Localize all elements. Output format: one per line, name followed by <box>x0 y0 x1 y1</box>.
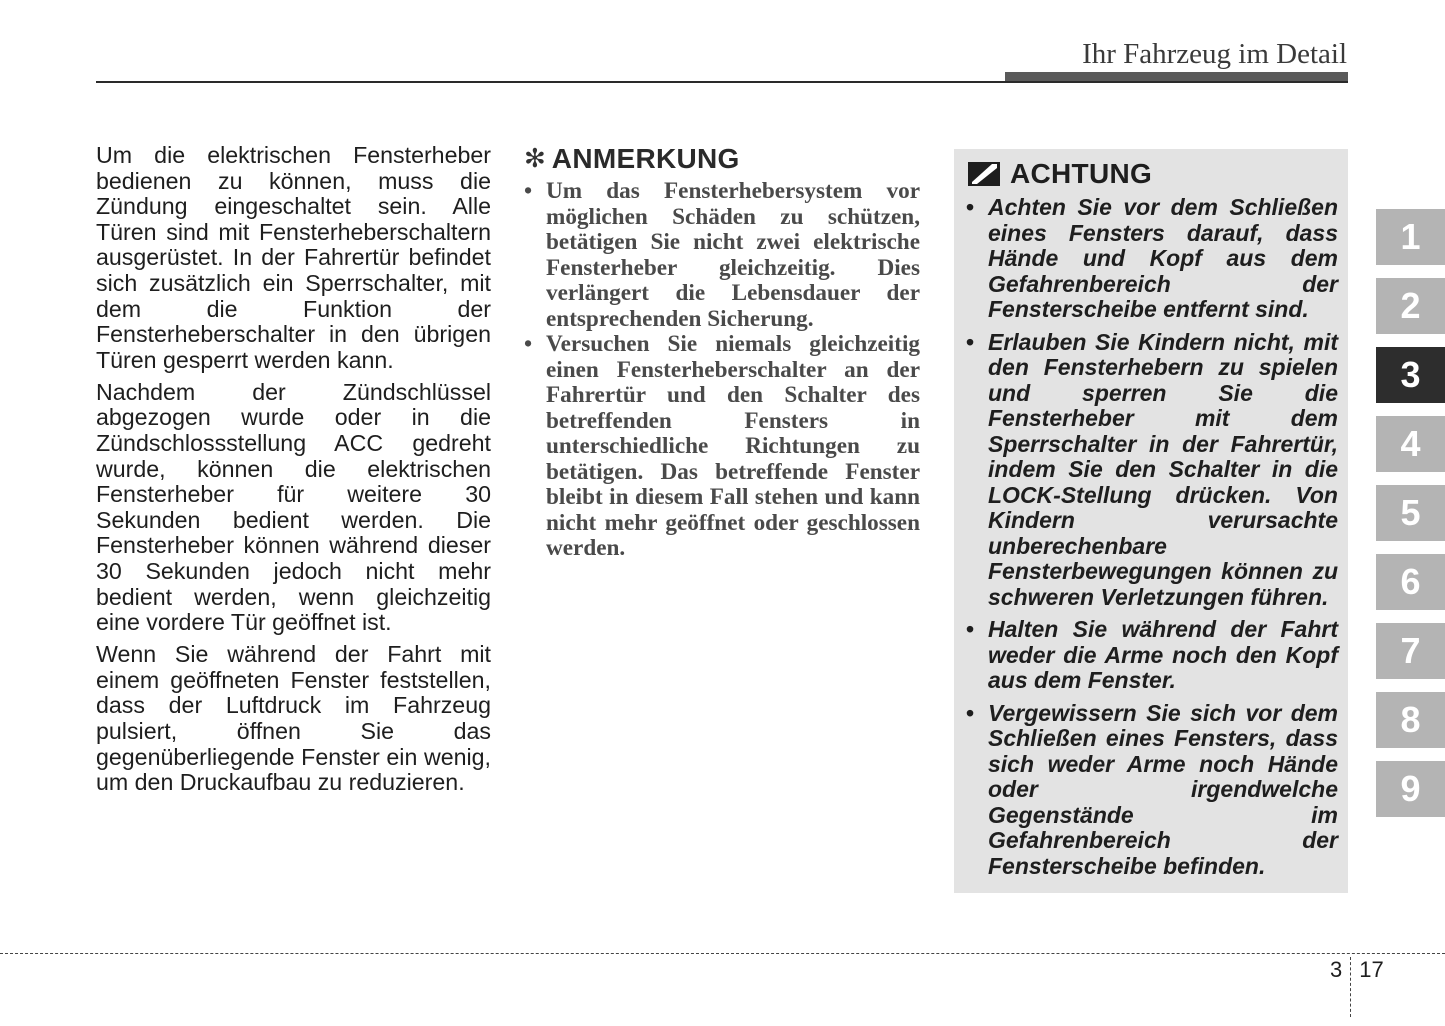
asterisk-icon: ✻ <box>524 144 546 174</box>
note-item: • Versuchen Sie niemals gleichzeitig einen Fensterheberschalter an der Fahrertür und den Schalter des betreffenden Fensters in unterschiedliche Richtungen zu betätigen. Das betreffende Fenster bleibt in diesem Fall stehen und kann nicht mehr geöffnet oder geschlossen werden. <box>524 332 920 562</box>
chapter-tab-6[interactable]: 6 <box>1376 554 1445 610</box>
warning-item: • Achten Sie vor dem Schließen eines Fensters darauf, dass Hände und Kopf aus dem Gefahrenbereich der Fensterscheibe entfernt sind. <box>966 195 1338 323</box>
warning-item: • Halten Sie während der Fahrt weder die Arme noch den Kopf aus dem Fenster. <box>966 617 1338 694</box>
body-paragraph: Um die elektrischen Fensterheber bedienen zu können, muss die Zündung eingeschaltet sein. Alle Türen sind mit Fensterheberschaltern ausgerüstet. In der Fahrertür befindet sich zusätzlich ein Sperrschalter, mit dem die Funktion der Fensterheberschalter in den übrigen Türen gesperrt werden kann. <box>96 142 491 373</box>
chapter-tab-3[interactable]: 3 <box>1376 347 1445 403</box>
warning-icon <box>968 162 1000 186</box>
warning-box <box>954 149 1348 893</box>
chapter-tabs <box>1376 209 1445 830</box>
chapter-number: 3 <box>1330 957 1343 982</box>
note-item: • Um das Fensterhebersystem vor möglichen Schäden zu schützen, betätigen Sie nicht zwei elektrische Fensterheber gleichzeitig. Dies verlängert die Lebensdauer der entsprechenden Sicherung. <box>524 179 920 332</box>
warning-item: • Vergewissern Sie sich vor dem Schließen eines Fensters, dass sich weder Arme noch Hände oder irgendwelche Gegenstände im Gefahrenbereich der Fensterscheibe befinden. <box>966 701 1338 880</box>
chapter-tab-9[interactable]: 9 <box>1376 761 1445 817</box>
page-number-value: 17 <box>1359 957 1384 982</box>
page-header-title: Ihr Fahrzeug im Detail <box>1082 38 1347 70</box>
note-heading <box>524 143 920 175</box>
page-number <box>1330 957 1384 1017</box>
footer-rule <box>0 953 1445 954</box>
chapter-tab-7[interactable]: 7 <box>1376 623 1445 679</box>
warning-heading <box>968 157 1152 191</box>
chapter-tab-5[interactable]: 5 <box>1376 485 1445 541</box>
body-text-column <box>96 143 491 802</box>
body-paragraph: Wenn Sie während der Fahrt mit einem geöffneten Fenster feststellen, dass der Luftdruck im Fahrzeug pulsiert, öffnen Sie das gegenüberliegende Fenster ein wenig, um den Druckaufbau zu reduzieren. <box>96 641 491 796</box>
warning-list <box>966 195 1338 886</box>
note-list <box>524 179 920 562</box>
chapter-tab-4[interactable]: 4 <box>1376 416 1445 472</box>
warning-title: ACHTUNG <box>1010 158 1153 189</box>
body-paragraph: Nachdem der Zündschlüssel abgezogen wurde oder in die Zündschlossstellung ACC gedreht wurde, können die elektrischen Fensterheber für weitere 30 Sekunden bedient werden. Die Fensterheber können während dieser 30 Sekunden jedoch nicht mehr bedient werden, wenn gleichzeitig eine vordere Tür geöffnet ist. <box>96 378 491 636</box>
note-title: ANMERKUNG <box>551 143 740 174</box>
page-number-separator <box>1350 957 1351 1017</box>
header-rule <box>96 81 1348 83</box>
warning-item: • Erlauben Sie Kindern nicht, mit den Fensterhebern zu spielen und sperren Sie die Fensterheber mit dem Sperrschalter in der Fahrertür, indem Sie den Schalter in die LOCK-Stellung drücken. Von Kindern verursachte unberechenbare Fensterbewegungen können zu schweren Verletzungen führen. <box>966 330 1338 611</box>
chapter-tab-2[interactable]: 2 <box>1376 278 1445 334</box>
chapter-tab-1[interactable]: 1 <box>1376 209 1445 265</box>
chapter-tab-8[interactable]: 8 <box>1376 692 1445 748</box>
note-section <box>524 143 920 562</box>
